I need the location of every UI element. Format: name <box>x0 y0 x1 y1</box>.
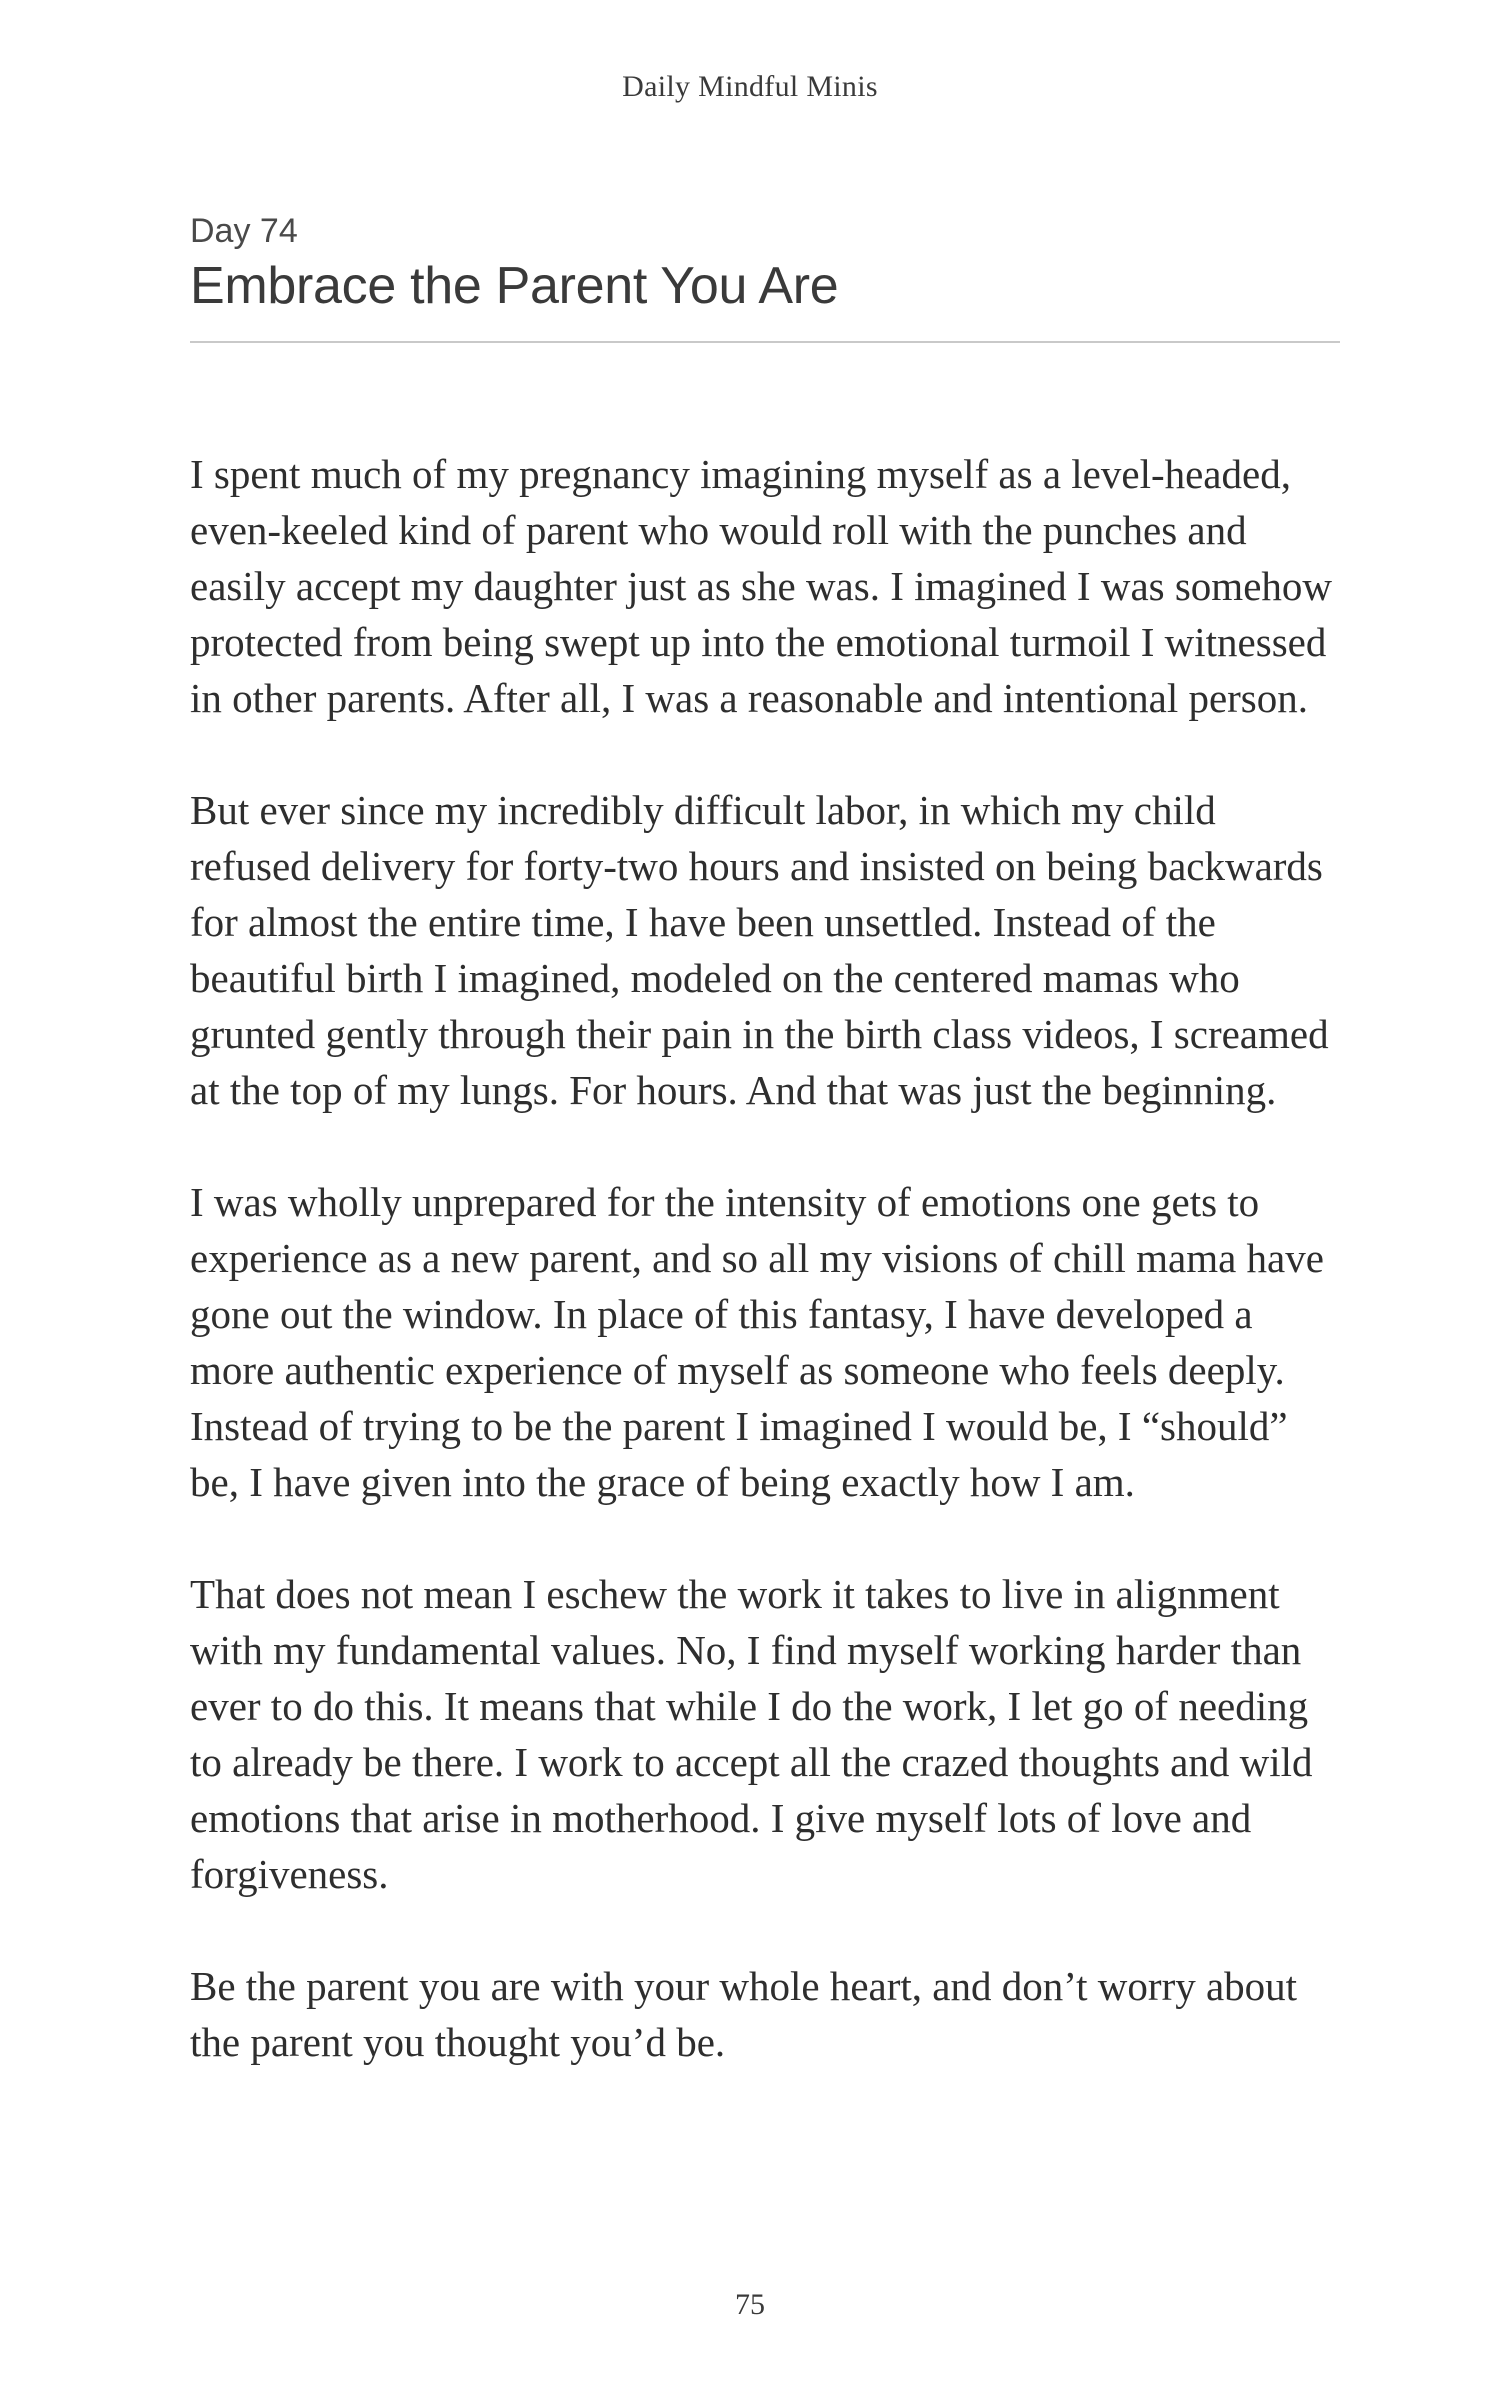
entry-body <box>190 446 1340 2070</box>
running-head: Daily Mindful Minis <box>622 70 878 103</box>
paragraph-2: But ever since my incredibly difficult labor, in which my child refused delivery for forty-two hours and insisted on being backwards for almost the entire time, I have been unsettled. Instead of the beautiful birth I imagined, modeled on the centered mamas who grunted gently through their pain in the birth class videos, I screamed at the top of my lungs. For hours. And that was just the beginning. <box>190 787 1329 1113</box>
paragraph-4: That does not mean I eschew the work it takes to live in alignment with my fundamental values. No, I find myself working harder than ever to do this. It means that while I do the work, I let go of needing to already be there. I work to accept all the crazed thoughts and wild emotions that arise in motherhood. I give myself lots of love and forgiveness. <box>190 1571 1313 1897</box>
paragraph-1: I spent much of my pregnancy imagining myself as a level-headed, even-keeled kind of parent who would roll with the punches and easily accept my daughter just as she was. I imagined I was somehow protected from being swept up into the emotional turmoil I witnessed in other parents. After all, I was a reasonable and intentional person. <box>190 451 1332 721</box>
page-title: Embrace the Parent You Are <box>190 257 839 315</box>
title-divider <box>190 341 1340 343</box>
day-label: Day 74 <box>190 212 298 250</box>
paragraph-3: I was wholly unprepared for the intensity of emotions one gets to experience as a new parent, and so all my visions of chill mama have gone out the window. In place of this fantasy, I have developed a more authentic experience of myself as someone who feels deeply. Instead of trying to be the parent I imagined I would be, I “should” be, I have given into the grace of being exactly how I am. <box>190 1179 1324 1505</box>
page-number: 75 <box>735 2288 765 2321</box>
paragraph-5: Be the parent you are with your whole heart, and don’t worry about the parent you thought you’d be. <box>190 1963 1298 2065</box>
